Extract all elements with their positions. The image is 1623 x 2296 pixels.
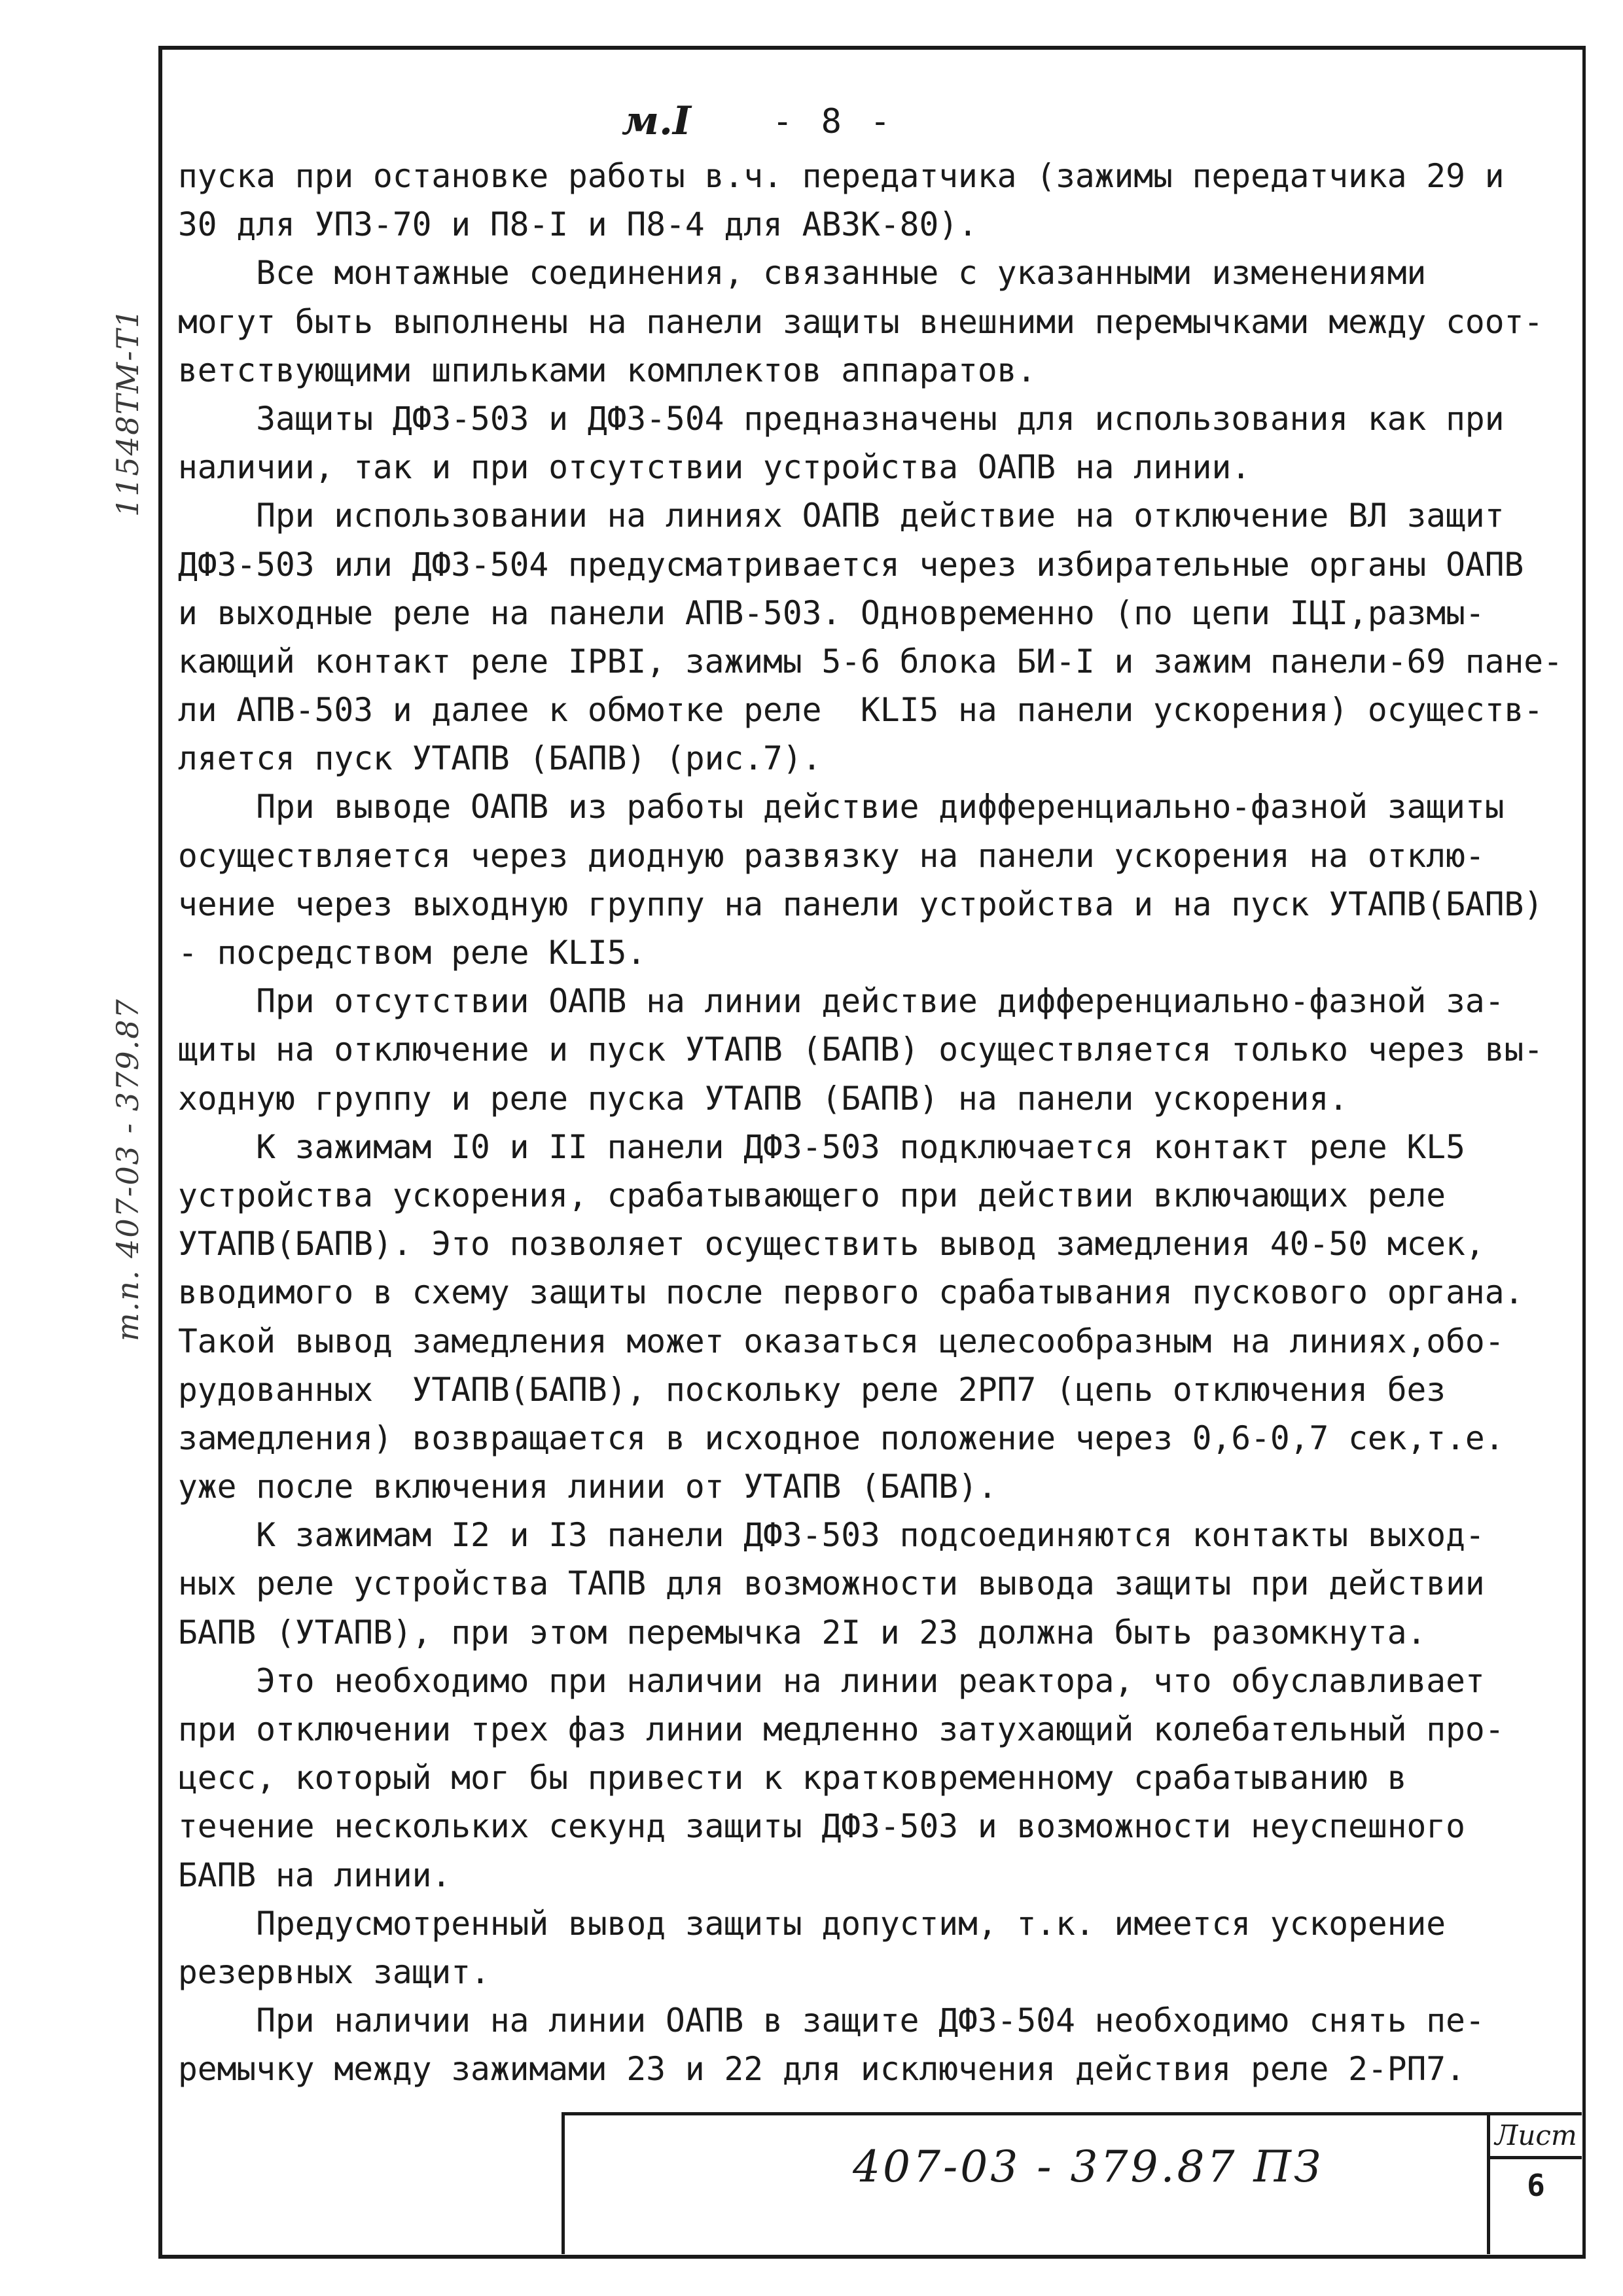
margin-archive-number: 11548ТМ-Т1: [110, 308, 145, 517]
page-header: [622, 98, 949, 157]
sheet-mark: м.I: [622, 98, 691, 144]
document-code: 407-03 - 379.87 ПЗ: [853, 2142, 1324, 2192]
text-line: БАПВ на линии.: [178, 1856, 452, 1894]
text-line: Все монтажные соединения, связанные с указанными изменениями: [178, 254, 1427, 292]
text-line: При наличии на линии ОАПВ в защите ДФЗ-504 необходимо снять пе-: [178, 2002, 1485, 2040]
text-line: кающий контакт реле IРВI, зажимы 5-6 блока БИ-I и зажим панели-69 пане-: [178, 642, 1563, 680]
text-line: ДФЗ-503 или ДФЗ-504 предусматривается через избирательные органы ОАПВ: [178, 545, 1524, 584]
text-line: резервных защит.: [178, 1952, 490, 1991]
text-line: УТАПВ(БАПВ). Это позволяет осуществить вывод замедления 40-50 мсек,: [178, 1225, 1485, 1263]
text-line: Такой вывод замедления может оказаться целесообразным на линиях,обо-: [178, 1322, 1505, 1360]
text-line: устройства ускорения, срабатывающего при действии включающих реле: [178, 1176, 1446, 1214]
text-line: замедления) возвращается в исходное положение через 0,6-0,7 сек,т.е.: [178, 1419, 1505, 1457]
text-line: ли АПВ-503 и далее к обмотке реле КLI5 на панели ускорения) осуществ-: [178, 691, 1544, 730]
margin-project-code: т.п. 407-03 - 379.87: [110, 998, 145, 1341]
text-line: - посредством реле КLI5.: [178, 934, 647, 972]
text-line: чение через выходную группу на панели устройства и на пуск УТАПВ(БАПВ): [178, 885, 1544, 923]
text-line: щиты на отключение и пуск УТАПВ (БАПВ) осуществляется только через вы-: [178, 1031, 1544, 1069]
text-line: наличии, так и при отсутствии устройства ОАПВ на линии.: [178, 448, 1251, 487]
text-line: Это необходимо при наличии на линии реактора, что обуславливает: [178, 1661, 1485, 1700]
text-line: ных реле устройства ТАПВ для возможности вывода защиты при действии: [178, 1564, 1485, 1603]
sheet-box: [1487, 2115, 1582, 2254]
document-body: [178, 152, 1572, 2094]
text-line: При выводе ОАПВ из работы действие дифференциально-фазной защиты: [178, 788, 1505, 826]
text-line: БАПВ (УТАПВ), при этом перемычка 2I и 23 должна быть разомкнута.: [178, 1613, 1427, 1651]
title-block: [562, 2112, 1582, 2254]
text-line: рудованных УТАПВ(БАПВ), поскольку реле 2РП7 (цепь отключения без: [178, 1370, 1446, 1409]
text-line: ремычку между зажимами 23 и 22 для исключения действия реле 2-РП7.: [178, 2050, 1465, 2089]
text-line: ходную группу и реле пуска УТАПВ (БАПВ) на панели ускорения.: [178, 1079, 1349, 1118]
page-number: - 8 -: [772, 102, 895, 141]
text-line: цесс, который мог бы привести к кратковременному срабатыванию в: [178, 1759, 1407, 1797]
text-line: При отсутствии ОАПВ на линии действие дифференциально-фазной за-: [178, 982, 1505, 1021]
text-line: 30 для УПЗ-70 и П8-I и П8-4 для АВЗК-80).: [178, 205, 978, 244]
text-line: ветствующими шпильками комплектов аппаратов.: [178, 351, 1037, 389]
text-line: при отключении трех фаз линии медленно затухающий колебательный про-: [178, 1710, 1505, 1748]
text-line: и выходные реле на панели АПВ-503. Одновременно (по цепи IЦI,размы-: [178, 593, 1485, 632]
text-line: уже после включения линии от УТАПВ (БАПВ).: [178, 1468, 997, 1506]
text-line: К зажимам I2 и I3 панели ДФЗ-503 подсоединяются контакты выход-: [178, 1516, 1485, 1555]
text-line: Защиты ДФЗ-503 и ДФЗ-504 предназначены для использования как при: [178, 399, 1505, 438]
text-line: ляется пуск УТАПВ (БАПВ) (рис.7).: [178, 739, 822, 778]
sheet-value: 6: [1527, 2168, 1545, 2203]
text-line: К зажимам I0 и II панели ДФЗ-503 подключается контакт реле КL5: [178, 1127, 1465, 1166]
text-line: пуска при остановке работы в.ч. передатчика (зажимы передатчика 29 и: [178, 157, 1505, 195]
text-line: Предусмотренный вывод защиты допустим, т.к. имеется ускорение: [178, 1904, 1446, 1943]
text-line: вводимого в схему защиты после первого срабатывания пускового органа.: [178, 1273, 1524, 1312]
text-line: осуществляется через диодную развязку на панели ускорения на отклю-: [178, 836, 1485, 875]
text-line: течение нескольких секунд защиты ДФЗ-503 и возможности неуспешного: [178, 1807, 1465, 1846]
text-line: могут быть выполнены на панели защиты внешними перемычками между соот-: [178, 302, 1544, 341]
sheet-label: Лист: [1490, 2115, 1582, 2159]
text-line: При использовании на линиях ОАПВ действие на отключение ВЛ защит: [178, 497, 1505, 535]
